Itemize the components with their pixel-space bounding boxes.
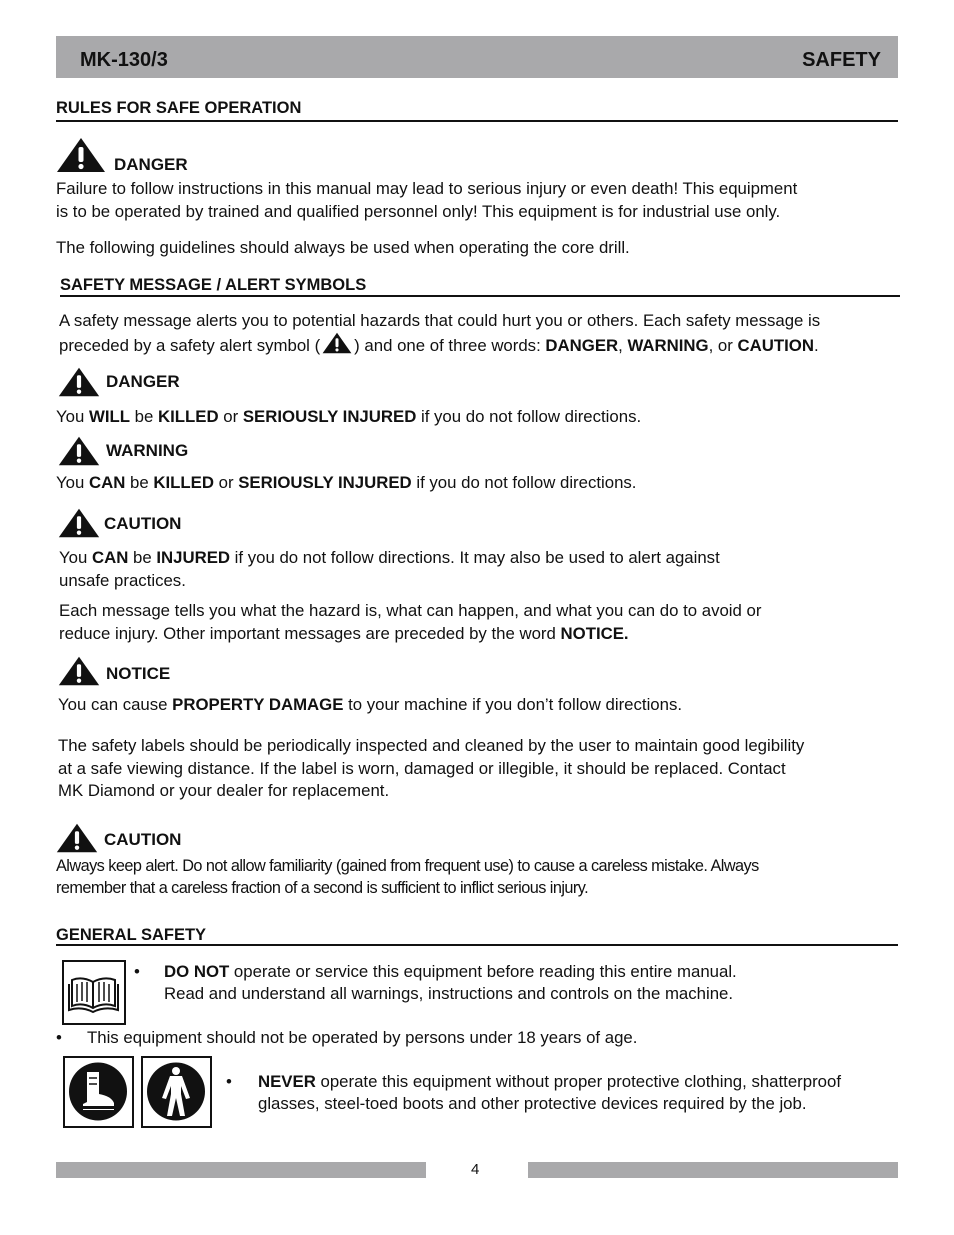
- text-span: if you do not follow directions. It may also be used to alert against: [230, 548, 720, 567]
- intro-text-a: preceded by a safety alert symbol (: [59, 336, 321, 355]
- text-span: You: [56, 407, 89, 426]
- intro-text-b: ) and one of three words:: [354, 336, 546, 355]
- alert-warning-label: WARNING: [106, 441, 189, 460]
- footer-bar-left: [56, 1162, 426, 1178]
- warning-triangle-icon: [58, 507, 100, 539]
- alert-danger-text: [56, 406, 641, 429]
- alert-caution-label: CAUTION: [104, 514, 182, 533]
- general-item-1-line-2: Read and understand all warnings, instructions and controls on the machine.: [164, 984, 734, 1003]
- text-span: be: [128, 548, 157, 567]
- text-span: operate this equipment without proper protective clothing, shatterproof: [315, 1072, 842, 1091]
- intro-end: .: [813, 336, 819, 355]
- general-divider: [56, 944, 898, 946]
- text-span: reduce injury. Other important messages are preceded by the word: [59, 624, 561, 643]
- alerts-divider: [60, 295, 900, 297]
- danger-line-1: Failure to follow instructions in this manual may lead to serious injury or even death! This equipment: [56, 179, 798, 198]
- text-span: if you do not follow directions.: [411, 473, 637, 492]
- word-danger: DANGER: [545, 336, 619, 355]
- text-span: You: [59, 548, 92, 567]
- bullet-3: •: [226, 1072, 232, 1091]
- warning-triangle-icon: [56, 822, 98, 854]
- rules-divider: [56, 120, 898, 122]
- manual-icon-box: [62, 960, 126, 1025]
- warning-triangle-icon: [58, 366, 100, 398]
- bold-span: PROPERTY DAMAGE: [172, 695, 344, 714]
- word-warning: WARNING: [627, 336, 709, 355]
- warning-triangle-icon: [56, 137, 106, 173]
- header-bar: [56, 36, 898, 78]
- alert-notice-text: [58, 694, 682, 717]
- word-caution: CAUTION: [737, 336, 814, 355]
- clothing-icon-box: [141, 1056, 212, 1128]
- bold-span: WILL: [88, 407, 130, 426]
- alerts-intro-line-1: A safety message alerts you to potential hazards that could hurt you or others. Each safety message is: [59, 311, 821, 330]
- bold-span: SERIOUSLY INJURED: [238, 473, 412, 492]
- each-message-line-2: [59, 623, 629, 646]
- caution2-line-2: remember that a careless fraction of a second is sufficient to inflict serious injury.: [56, 879, 589, 897]
- text-span: operate or service this equipment before reading this entire manual.: [229, 962, 737, 981]
- safety-boot-icon: [65, 1058, 131, 1125]
- bold-span: SERIOUSLY INJURED: [242, 407, 417, 426]
- page-number: 4: [471, 1161, 480, 1178]
- text-span: or: [218, 407, 243, 426]
- text-span: be: [125, 473, 154, 492]
- open-book-icon: [64, 962, 123, 1022]
- bold-span: KILLED: [158, 407, 219, 426]
- caution2-label: CAUTION: [104, 830, 182, 849]
- alerts-intro-line-2: [59, 332, 819, 358]
- bold-span: CAN: [91, 548, 129, 567]
- alert-notice-label: NOTICE: [106, 664, 171, 683]
- alerts-title: SAFETY MESSAGE / ALERT SYMBOLS: [60, 276, 367, 294]
- text-span: to your machine if you don’t follow directions.: [343, 695, 683, 714]
- boots-icon-box: [63, 1056, 134, 1128]
- bold-span: NEVER: [258, 1072, 316, 1091]
- bold-span: CAN: [88, 473, 126, 492]
- alert-warning-text: [56, 472, 636, 495]
- general-item-1: [164, 961, 737, 984]
- bullet-1: •: [134, 962, 140, 981]
- alert-danger-label: DANGER: [106, 372, 180, 391]
- protective-suit-icon: [143, 1058, 209, 1125]
- danger-line-2: is to be operated by trained and qualified personnel only! This equipment is for industrial use only.: [56, 202, 781, 221]
- bold-span: DO NOT: [164, 962, 230, 981]
- text-span: if you do not follow directions.: [416, 407, 642, 426]
- text-span: or: [213, 473, 239, 492]
- general-title: GENERAL SAFETY: [56, 926, 207, 944]
- alert-caution-line-2: unsafe practices.: [59, 571, 186, 590]
- general-item-3-line-2: glasses, steel-toed boots and other protective devices required by the job.: [258, 1094, 807, 1113]
- rules-title: RULES FOR SAFE OPERATION: [56, 99, 302, 117]
- general-item-2: This equipment should not be operated by persons under 18 years of age.: [87, 1028, 638, 1047]
- bold-span: KILLED: [153, 473, 214, 492]
- guidelines-text: The following guidelines should always be used when operating the core drill.: [56, 238, 630, 257]
- danger-label: DANGER: [114, 155, 188, 174]
- labels-line-2: at a safe viewing distance. If the label is worn, damaged or illegible, it should be replaced. Contact: [58, 759, 786, 778]
- sep-2: , or: [708, 336, 738, 355]
- text-span: You: [56, 473, 89, 492]
- labels-line-1: The safety labels should be periodically inspected and cleaned by the user to maintain good legibility: [58, 736, 805, 755]
- general-item-3: [258, 1071, 841, 1094]
- section-name: SAFETY: [802, 49, 881, 71]
- model-number: MK-130/3: [80, 49, 168, 71]
- labels-line-3: MK Diamond or your dealer for replacement.: [58, 781, 390, 800]
- text-span: You can cause: [58, 695, 173, 714]
- each-message-line-1: Each message tells you what the hazard is, what can happen, and what you can do to avoid or: [59, 601, 762, 620]
- sep-1: ,: [618, 336, 628, 355]
- text-span: be: [130, 407, 158, 426]
- caution2-line-1: Always keep alert. Do not allow familiarity (gained from frequent use) to cause a careless mistake. Always: [56, 857, 759, 875]
- bold-span: NOTICE.: [560, 624, 629, 643]
- warning-triangle-icon: [58, 655, 100, 687]
- bold-span: INJURED: [156, 548, 231, 567]
- footer-bar-right: [528, 1162, 898, 1178]
- alert-caution-text: [59, 547, 720, 570]
- warning-triangle-icon: [58, 435, 100, 467]
- warning-triangle-icon: [322, 332, 352, 354]
- bullet-2: •: [56, 1028, 62, 1047]
